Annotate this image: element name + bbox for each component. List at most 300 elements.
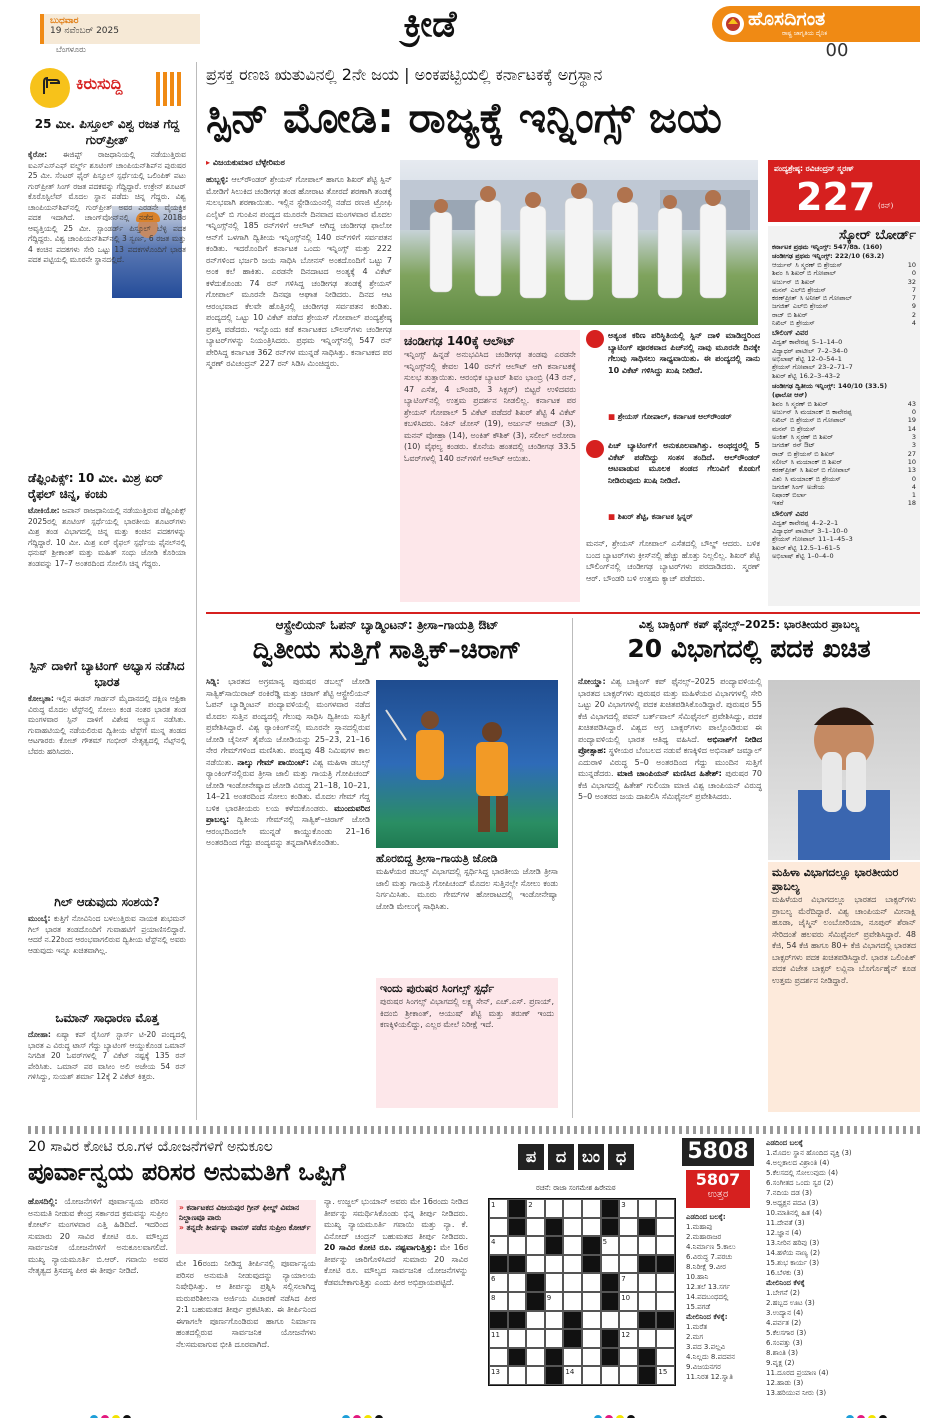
brief-1-title: 25 ಮೀ. ಪಿಸ್ತೂಲ್ ವಿಶ್ವ ರಜತ ಗೆದ್ದ ಗುರ್‌ಪ್ರೀತ್	[34, 117, 180, 147]
crossword-block	[489, 1255, 508, 1274]
crossword-cell[interactable]	[619, 1236, 638, 1255]
player-name: ಕರಣ್‌ಪ್ರೀತ್	[772, 294, 797, 303]
batting-row	[772, 483, 916, 491]
dismissal: ಸಿ ಅನೀಶ್ ಬಿ ಗೋಪಾಲ್	[799, 294, 852, 303]
batting-row	[772, 355, 916, 363]
batting-row	[772, 450, 916, 458]
crossword-cell[interactable]	[656, 1273, 675, 1292]
brief-4-body	[28, 914, 186, 1002]
hand-icon	[30, 68, 70, 108]
crossword-prev	[686, 1170, 750, 1208]
crossword-cell[interactable]	[545, 1311, 564, 1330]
boxing-body	[578, 676, 762, 1116]
crossword-cell[interactable]	[526, 1311, 545, 1330]
crossword-title-char: ಪ	[518, 1144, 544, 1170]
brief-1-dateline: ಕೈರೋ:	[28, 150, 48, 159]
crossword-cell[interactable]	[582, 1218, 601, 1237]
scorecard-title: ಸ್ಕೋರ್ ಬೋರ್ಡ್	[839, 228, 916, 243]
runs: 32	[907, 277, 916, 286]
dismissal: 3–1–10–0	[817, 527, 848, 536]
crossword-entry: 8.ಶಾಂತಿ (3)	[766, 1349, 798, 1357]
crossword-cell[interactable]	[526, 1329, 545, 1348]
crossword-cell[interactable]	[489, 1218, 508, 1237]
badminton-dateline: ಸಿಡ್ನಿ:	[206, 677, 220, 686]
dismissal: ಎಲ್‌ಬಿ ಶ್ರೇಯಸ್	[790, 285, 826, 294]
crossword-entry: 9.ವಿಜಯನಗರ	[686, 1363, 721, 1371]
brief-5-text: ಏಷ್ಯಾ ಕಪ್ ರೈಸಿಂಗ್ ಸ್ಟಾರ್ಸ್ ಟಿ-20 ಪಂದ್ಯದಲ್ಲಿ ಭಾರತ ಎ ವಿರುದ್ಧ ಟಾಸ್ ಗೆದ್ದು ಬ್ಯಾಟಿಂಗ್ ಆಯ್ದುಕೊಂಡ ಒಮಾನ್ ನಿಗದಿತ 20 ಓವರ್‌ಗಳಲ್ಲಿ 7 ವಿಕೆಟ್ ನಷ್ಟಕ್ಕೆ 135 ರನ್ ಪೇರಿಸಿತು. ಒಮಾನ್ ಪರ ವಾಸೀಂ ಅಲಿ ಅಜೇಯ 54 ರನ್ ಗಳಿಸಿದ್ದು, ಸುಯಶ್ ಶರ್ಮಾ 12ಕ್ಕೆ 2 ವಿಕೆಟ್ ಕಿತ್ತರು.	[28, 1030, 186, 1081]
crossword-cell[interactable]: 6	[489, 1273, 508, 1292]
crossword-cell[interactable]	[508, 1236, 527, 1255]
brand-banner	[712, 6, 920, 42]
batting-row	[772, 552, 916, 560]
player-name: ಅಂಕಿತ್	[772, 433, 788, 442]
crossword-cell[interactable]	[508, 1273, 527, 1292]
lead-body	[206, 174, 392, 604]
crossword-cell[interactable]	[638, 1273, 657, 1292]
badminton-singles-box	[376, 978, 558, 1108]
masthead-day: ಬುಧವಾರ	[50, 16, 79, 26]
dismissal: ಸಿ ಮಯಾಂಕ್ ಬಿ ಶ್ರೇಯಸ್	[784, 474, 841, 483]
crossword-block	[526, 1273, 545, 1292]
boxing-body-2: ಸ್ಥಳೀಯರ ಬೆಂಬಲದ ನಡುವೆ ಕಣಕ್ಕಿಳಿದ ಅಭಿನಾಶ್ ಜಮ್ವಾಲ್ ಎದುರಾಳಿ ವಿರುದ್ಧ 5–0 ಅಂತರದಿಂದ ಗೆದ್ದು ಮುಂದಿನ ಸುತ್ತಿಗೆ ಮುನ್ನಡೆದರು.	[578, 746, 762, 778]
dismissal: 23–2–71–7	[818, 363, 853, 372]
crossword-entry: 3.ಪದ 3.ಪಲ್ಲವಿ	[686, 1343, 725, 1351]
player-name: ಶಿಖರ್ ಶೆಟ್ಟಿ	[772, 371, 797, 380]
boxing-box-title: ಮಹಿಳಾ ವಿಭಾಗದಲ್ಲೂ ಭಾರತೀಯರ ಪ್ರಾಬಲ್ಯ	[772, 866, 899, 893]
batting-row	[772, 286, 916, 294]
crossword-cell[interactable]: 1	[489, 1199, 508, 1218]
crossword-block	[638, 1311, 657, 1330]
section-divider	[206, 612, 920, 614]
crossword-cell[interactable]	[508, 1292, 527, 1311]
environment-body-3	[324, 1196, 468, 1402]
badminton-body-3: ದ್ವಿತೀಯ ಗೇಮ್‌ನಲ್ಲಿ ಸಾತ್ವಿಕ್–ಚಿರಾಗ್ ಜೋಡಿ ಆರಂಭದಿಂದಲೇ ಮುನ್ನಡೆ ಕಾಯ್ದುಕೊಂಡು 21–16 ಅಂತರದಿಂದ ಗೆದ್ದು ಪಂದ್ಯವನ್ನು ತನ್ನದಾಗಿಸಿಕೊಂಡಿತು.	[206, 815, 370, 847]
crossword-answers	[686, 1212, 756, 1402]
crossword-cell[interactable]	[582, 1329, 601, 1348]
badminton-kicker: ಆಸ್ಟ್ರೇಲಿಯನ್ ಓಪನ್ ಬ್ಯಾಡ್ಮಿಂಟನ್: ತ್ರೀಸಾ–ಗಾಯತ್ರಿ ಔಟ್	[275, 618, 499, 632]
batting-row	[772, 441, 916, 449]
crossword-entry: 8.ನಿರೀಕ್ಷೆ 9.ವೀರ	[686, 1263, 726, 1271]
crossword-entry: 14.ಹಳೆಯ ನಾಣ್ಯ (2)	[766, 1249, 820, 1257]
environment-body-1-text: ಯೋಜನೆಗಳಿಗೆ ಪೂರ್ವಾನ್ವಯ ಪರಿಸರ ಅನುಮತಿ ನೀಡುವ ಕೇಂದ್ರ ಸರ್ಕಾರದ ಕ್ರಮವನ್ನು ಸುಪ್ರೀಂ ಕೋರ್ಟ್ ಮಂಗಳವಾರ ಎತ್ತಿ ಹಿಡಿದಿದೆ. ಇದರಿಂದ ಸುಮಾರು 20 ಸಾವಿರ ಕೋಟಿ ರೂ. ಮೌಲ್ಯದ ಸಾರ್ವಜನಿಕ ಯೋಜನೆಗಳಿಗೆ ಅನುಕೂಲವಾಗಲಿದೆ. ಮುಖ್ಯ ನ್ಯಾಯಮೂರ್ತಿ ಬಿ.ಆರ್. ಗವಾಯಿ ಅವರ ನೇತೃತ್ವದ ತ್ರಿಸದಸ್ಯ ಪೀಠ ಈ ತೀರ್ಪು ನೀಡಿದೆ.	[28, 1197, 168, 1275]
section-title: ಕ್ರೀಡೆ	[403, 4, 457, 45]
crossword-cell[interactable]: 4	[489, 1236, 508, 1255]
brief-4	[28, 894, 186, 1004]
crossword-cell[interactable]	[489, 1348, 508, 1367]
crossword-cell[interactable]	[656, 1329, 675, 1348]
crossword-block	[545, 1236, 564, 1255]
brief-2-text: ಜಪಾನ್ ರಾಜಧಾನಿಯಲ್ಲಿ ನಡೆಯುತ್ತಿರುವ ಡೆಫ್ಲಿಂಪಿಕ್ಸ್ 2025ರಲ್ಲಿ ಶೂಟಿಂಗ್ ಸ್ಪರ್ಧೆಯಲ್ಲಿ ಭಾರತೀಯ ಶೂಟರ್‌ಗಳು ಮಿಶ್ರ ತಂಡ ವಿಭಾಗದಲ್ಲಿ ಚಿನ್ನ ಮತ್ತು ಕಂಚಿನ ಪದಕಗಳನ್ನು ಗೆದ್ದಿದ್ದಾರೆ. 10 ಮೀ. ಮಿಶ್ರ ಏರ್ ರೈಫಲ್ ಸ್ಪರ್ಧೆಯ ಫೈನಲ್‌ನಲ್ಲಿ ಧನುಷ್ ಶ್ರೀಕಾಂತ್ ಮತ್ತು ಮಹಿತ್ ಸಂಧು ಜೋಡಿ ಕೊರಿಯಾ ತಂಡವನ್ನು 17–7 ಅಂತರದಿಂದ ಸೋಲಿಸಿ ಚಿನ್ನ ಗೆದ್ದರು.	[28, 506, 186, 568]
quote-1	[586, 330, 760, 436]
player-name: ಅರ್ಜುನ್	[772, 408, 792, 417]
quote-1-attribution	[608, 412, 760, 434]
crossword-cell[interactable]	[638, 1329, 657, 1348]
quote-1-text: ಅತ್ಯಂತ ಕಠಿಣ ಪರಿಸ್ಥಿತಿಯಲ್ಲಿ ಸ್ಪಿನ್ ದಾಳಿ ಮಾಡಿದ್ದರಿಂದ ಬ್ಯಾಟಿಂಗ್ ಪೂರಕವಾದ ಪಿಚ್‌ನಲ್ಲಿ ನಾವು ಮೂರನೇ ದಿನಕ್ಕೇ ಗೆಲುವು ಸಾಧಿಸಲು ಸಾಧ್ಯವಾಯಿತು. ಈ ಪಂದ್ಯದಲ್ಲಿ ನಾನು 10 ವಿಕೆಟ್ ಗಳಿಸಿದ್ದು ಖುಷಿ ನೀಡಿದೆ.	[608, 331, 760, 375]
mom-box	[768, 160, 920, 222]
quote-marker-icon: ■	[608, 412, 616, 421]
dismissal: 1–0–4–0	[807, 551, 834, 560]
crossword-cell[interactable]: 13	[489, 1366, 508, 1385]
batting-list-2	[772, 400, 916, 508]
crossword-entry: 10.ಹಾನಿ	[686, 1273, 709, 1281]
scorecard-summary-3b: (ಫಾಲೋ ಆನ್)	[772, 390, 808, 399]
crossword-cell[interactable]: 3	[619, 1199, 638, 1218]
runs: 1	[911, 491, 916, 500]
crossword-byline: ರಚನೆ: ರಾಜಾ ಸಂಗಮೇಶ ಹಿರೇಮಠ	[536, 1184, 616, 1192]
dismissal: 11–1–45–3	[818, 535, 853, 544]
player-name: ಅರ್ಜುನ್	[772, 277, 792, 286]
runs: 0	[911, 269, 916, 278]
runs: 10	[907, 261, 916, 269]
crossword-cell[interactable]	[638, 1292, 657, 1311]
crossword-cell[interactable]: 10	[619, 1292, 638, 1311]
badminton-box-title: ಇಂದು ಪುರುಷರ ಸಿಂಗಲ್ಸ್ ಸ್ಪರ್ಧೆ	[380, 982, 495, 995]
crossword-entry: 15.ಪಗಡೆ	[686, 1303, 711, 1311]
dismissal: 4–2–2–1	[811, 518, 839, 527]
runs: 43	[907, 399, 916, 408]
chevron-stripes-icon	[156, 72, 184, 106]
crossword-cell[interactable]	[545, 1255, 564, 1274]
brief-5	[28, 1010, 186, 1118]
crossword-block	[656, 1311, 675, 1330]
crossword-block	[601, 1273, 620, 1292]
batting-row	[772, 278, 916, 286]
environment-body-4: ಮೇ 16ರ ತೀರ್ಪನ್ನು ಜಾರಿಗೊಳಿಸಿದರೆ ಸುಮಾರು 20 ಸಾವಿರ ಕೋಟಿ ರೂ. ಮೌಲ್ಯದ ಸಾರ್ವಜನಿಕ ಯೋಜನೆಗಳನ್ನು ಕೆಡವಬೇಕಾಗುತ್ತಿತ್ತು ಎಂದು ಪೀಠ ಅಭಿಪ್ರಾಯಪಟ್ಟಿದೆ.	[324, 1243, 468, 1287]
crossword-cell[interactable]: 12	[619, 1329, 638, 1348]
kirusuddi-label: ಕಿರುಸುದ್ದಿ	[76, 74, 123, 93]
lead-byline	[206, 158, 396, 170]
crossword-cell[interactable]	[508, 1329, 527, 1348]
runs: 0	[911, 474, 916, 483]
mom-runs: 227	[796, 175, 876, 219]
player-name: ಕರಣ್‌ಪ್ರೀತ್	[772, 466, 797, 475]
crossword-cell[interactable]: 14	[563, 1366, 582, 1385]
crossword-block	[545, 1366, 564, 1385]
crossword-block	[582, 1255, 601, 1274]
batting-row	[772, 535, 916, 543]
badminton-story	[206, 618, 568, 1118]
badminton-body-2: ವಿಶ್ವ ಮಹಿಳಾ ಡಬಲ್ಸ್ ರ್‍ಯಾಂಕಿಂಗ್‌ನಲ್ಲಿರುವ ತ್ರೀಸಾ ಜಾಲಿ ಮತ್ತು ಗಾಯತ್ರಿ ಗೋಪಿಚಂದ್ ಜೋಡಿ ಇಂಡೋನೇಷ್ಯಾದ ಜೋಡಿ ವಿರುದ್ಧ 21–18, 10–21, 14–21 ಅಂತರದಿಂದ ಸೋಲು ಕಂಡಿತು. ಮೊದಲ ಗೇಮ್ ಗೆದ್ದ ಬಳಿಕ ಭಾರತೀಯರು ಲಯ ಕಳೆದುಕೊಂಡರು.	[206, 757, 370, 813]
dismissal: ಅಜೇಯ	[806, 482, 825, 491]
crossword-entry: 12.ಜ್ಞಾನ (4)	[766, 1229, 802, 1237]
environment-body-2: ಮೇ 16ರಂದು ನೀಡಿದ್ದ ತೀರ್ಪಿನಲ್ಲಿ ಪೂರ್ವಾನ್ವಯ ಪರಿಸರ ಅನುಮತಿ ನೀಡುವುದನ್ನು ನ್ಯಾಯಾಲಯ ನಿಷೇಧಿಸಿತ್ತು. ಆ ತೀರ್ಪನ್ನು ಪ್ರಶ್ನಿಸಿ ಸಲ್ಲಿಸಲಾಗಿದ್ದ ಮರುಪರಿಶೀಲನಾ ಅರ್ಜಿಯ ವಿಚಾರಣೆ ನಡೆಸಿದ ಪೀಠ 2:1 ಬಹುಮತದ ತೀರ್ಪು ಪ್ರಕಟಿಸಿತು. ಈ ತೀರ್ಪಿನಿಂದ ಈಗಾಗಲೇ ಪೂರ್ಣಗೊಂಡಿರುವ ಹಾಗೂ ನಿರ್ಮಾಣ ಹಂತದಲ್ಲಿರುವ ಸಾರ್ವಜನಿಕ ಯೋಜನೆಗಳು ನೆಲಸಮವಾಗುವ ಭೀತಿ ದೂರವಾಗಿದೆ.	[176, 1259, 316, 1349]
runs: 3	[911, 441, 916, 450]
crossword-block	[638, 1255, 657, 1274]
player-name: ಜಗಜಿತ್ ಸಿಂಗ್	[772, 482, 804, 491]
batting-row	[772, 527, 916, 535]
batting-row	[772, 544, 916, 552]
batting-row	[772, 372, 916, 380]
page-number: 00	[825, 40, 849, 58]
crossword-title-char: ಧ	[608, 1144, 634, 1170]
kirusuddi-banner	[28, 66, 186, 112]
dismissal: ಸಿ ಸ್ಮರಣ್ ಬಿ ಶ್ರೇಯಸ್	[795, 261, 843, 269]
batting-row	[772, 269, 916, 277]
runs: 13	[907, 466, 916, 475]
quote-2-attribution	[608, 512, 760, 530]
brief-5-title: ಒಮಾನ್ ಸಾಧಾರಣ ಮೊತ್ತ	[55, 1011, 159, 1025]
player-name: ಶ್ರೇಯಸ್ ಗೋಪಾಲ್	[772, 535, 816, 544]
crossword-cell[interactable]: 2	[526, 1199, 545, 1218]
crossword-cell[interactable]	[563, 1292, 582, 1311]
brief-1-text: ಈಜಿಪ್ಟ್ ರಾಜಧಾನಿಯಲ್ಲಿ ನಡೆಯುತ್ತಿರುವ ಐಎಸ್‌ಎಸ್‌ಎಫ್ ವರ್ಲ್ಡ್ ಶೂಟಿಂಗ್ ಚಾಂಪಿಯನ್‌ಶಿಪ್‌ನ ಪುರುಷರ 25 ಮೀ. ಸೆಂಟರ್ ಫೈರ್ ಪಿಸ್ತೂಲ್ ಸ್ಪರ್ಧೆಯಲ್ಲಿ ಒಲಿಂಪಿಕ್ ಪಟು ಗುರ್‌ಪ್ರೀತ್ ಸಿಂಗ್ ರಜತ ಪದಕವನ್ನು ಗೆದ್ದಿದ್ದಾರೆ. ಉಕ್ರೇನ್ ಶೂಟರ್ ಕೊರೊಸ್ಟಿಲೆವ್ ಮೊದಲ ಸ್ಥಾನ ಪಡೆದು ಚಿನ್ನ ಗೆದ್ದರು. ವಿಶ್ವ ಚಾಂಪಿಯನ್‌ಶಿಪ್‌ನಲ್ಲಿ ಗುರ್‌ಪ್ರೀತ್ ಅವರ ಎರಡನೇ ವೈಯಕ್ತಿಕ ಪದಕ ಇದಾಗಿದೆ. ಚಾಂಗ್‌ವೋನ್‌ನಲ್ಲಿ ನಡೆದ 2018ರ ಆವೃತ್ತಿಯಲ್ಲಿ 25 ಮೀ. ಸ್ಟಾಂಡರ್ಡ್ ಪಿಸ್ತೂಲ್ ಬೆಳ್ಳಿ ಪದಕ ಗೆದ್ದಿದ್ದರು. ವಿಶ್ವ ಚಾಂಪಿಯನ್‌ಶಿಪ್‌ನಲ್ಲಿ 3 ಸ್ವರ್ಣ, 6 ರಜತ ಮತ್ತು 4 ಕಂಚಿನ ಪದಕಗಳು ಸೇರಿ ಒಟ್ಟು 13 ಪದಕಗಳೊಂದಿಗೆ ಭಾರತ ಪದಕ ಪಟ್ಟಿಯಲ್ಲಿ ಮೂರನೇ ಸ್ಥಾನದಲ್ಲಿದೆ.	[28, 150, 186, 264]
crossword-clues	[766, 1138, 920, 1406]
brief-4-text: ಕುತ್ತಿಗೆ ನೋವಿನಿಂದ ಬಳಲುತ್ತಿರುವ ನಾಯಕ ಶುಭಮನ್ ಗಿಲ್ ಭಾರತ ತಂಡದೊಂದಿಗೆ ಗುವಾಹಟಿಗೆ ಪ್ರಯಾಣಿಸಲಿದ್ದಾರೆ. ಆದರೆ ನ.22ರಿಂದ ಆರಂಭವಾಗಲಿರುವ ದ್ವಿತೀಯ ಟೆಸ್ಟ್‌ನಲ್ಲಿ ಅವರು ಆಡುವುದು ಇನ್ನೂ ಖಚಿತವಾಗಿಲ್ಲ.	[28, 914, 186, 955]
crossword-block	[508, 1199, 527, 1218]
player-name: ಶಿವಂ	[772, 399, 783, 408]
crossword-cell[interactable]	[619, 1311, 638, 1330]
crossword-cell[interactable]	[656, 1218, 675, 1237]
crossword-block	[638, 1218, 657, 1237]
batting-row	[772, 433, 916, 441]
badminton-body-1: ಭಾರತದ ಅಗ್ರಮಾನ್ಯ ಪುರುಷರ ಡಬಲ್ಸ್ ಜೋಡಿ ಸಾತ್ವಿಕ್‌ಸಾಯಿರಾಜ್ ರಂಕಿರೆಡ್ಡಿ ಮತ್ತು ಚಿರಾಗ್ ಶೆಟ್ಟಿ ಆಸ್ಟ್ರೇಲಿಯನ್ ಓಪನ್ ಬ್ಯಾಡ್ಮಿಂಟನ್ ಪಂದ್ಯಾವಳಿಯಲ್ಲಿ ಮಂಗಳವಾರ ನಡೆದ ಮೊದಲ ಸುತ್ತಿನ ಪಂದ್ಯದಲ್ಲಿ ಗೆಲುವು ಸಾಧಿಸಿ ದ್ವಿತೀಯ ಸುತ್ತಿಗೆ ಪ್ರವೇಶಿಸಿದ್ದಾರೆ. ವಿಶ್ವ ರ್‍ಯಾಂಕಿಂಗ್‌ನಲ್ಲಿ ಮೂರನೇ ಸ್ಥಾನದಲ್ಲಿರುವ ಜೋಡಿ ಚೈನೀಸ್ ತೈಪೆಯ ಜೋಡಿಯನ್ನು 25–23, 21–16 ನೇರ ಗೇಮ್‌ಗಳಿಂದ ಮಣಿಸಿತು. ಪಂದ್ಯವು 48 ನಿಮಿಷಗಳ ಕಾಲ ನಡೆಯಿತು.	[206, 677, 370, 767]
environment-body-3-text: ನ್ಯಾ. ಉಜ್ಜಲ್ ಭುಯಾನ್ ಅವರು ಮೇ 16ರಂದು ನೀಡಿದ ತೀರ್ಪನ್ನು ಸಮರ್ಥಿಸಿಕೊಂಡು ಭಿನ್ನ ತೀರ್ಪು ನೀಡಿದರು. ಮುಖ್ಯ ನ್ಯಾಯಮೂರ್ತಿ ಗವಾಯಿ ಮತ್ತು ನ್ಯಾ. ಕೆ. ವಿನೋದ್ ಚಂದ್ರನ್ ಬಹುಮತದ ತೀರ್ಪು ನೀಡಿದರು.	[324, 1197, 468, 1241]
lead-lower-body: ಮನನ್, ಶ್ರೇಯಸ್ ಗೋಪಾಲ್ ಎಸೆತದಲ್ಲಿ ಬೌಲ್ಡ್ ಆದರು. ಬಳಿಕ ಬಂದ ಬ್ಯಾಟರ್‌ಗಳು ಕ್ರೀಸ್‌ನಲ್ಲಿ ಹೆಚ್ಚು ಹೊತ್ತು ನಿಲ್ಲಲಿಲ್ಲ. ಶಿಖರ್ ಶೆಟ್ಟಿ ಬೌಲಿಂಗ್‌ನಲ್ಲಿ ಚಂಡೀಗಢ ಬ್ಯಾಟರ್‌ಗಳು ಪರದಾಡಿದರು. ಸ್ಮರಣ್ ಆರ್. ಬೌಂಡರಿ ಬಳಿ ಉತ್ತಮ ಕ್ಯಾಚ್ ಪಡೆದರು.	[586, 539, 760, 583]
column-rule	[572, 618, 573, 1118]
player-name: ಶಿವಂ	[772, 269, 783, 278]
crossword-prev-label: ಉತ್ತರ	[707, 1189, 729, 1200]
crossword-block	[601, 1199, 620, 1218]
crossword-block	[563, 1311, 582, 1330]
bowling-title-2: ಬೌಲಿಂಗ್ ವಿವರ	[772, 509, 809, 518]
crossword-entry: 4.ಅಲ್ಪಕಾಲದ ವಿಶ್ರಾಂತಿ (4)	[766, 1159, 830, 1167]
crossword-cell[interactable]	[545, 1329, 564, 1348]
lead-body-text: ಆಲ್‌ರೌಂಡರ್ ಶ್ರೇಯಸ್ ಗೋಪಾಲ್ ಹಾಗೂ ಶಿಖರ್ ಶೆಟ್ಟಿ ಸ್ಪಿನ್ ಮೋಡಿಗೆ ಸಿಲುಕಿದ ಚಂಡೀಗಢ ತಂಡ ಹೋರಾಟ ತೋರದೆ ಶರಣಾಗಿ ತಂಡಕ್ಕೆ ಸುಲಭವಾಗಿ ಶರಣಾಯಿತು. ಇಲ್ಲಿನ ಸ್ಟೇಡಿಯಂನಲ್ಲಿ ನಡೆದ ರಣಜಿ ಟ್ರೋಫಿ ಎಲೈಟ್ ಬಿ ಗುಂಪಿನ ಪಂದ್ಯದ ಮೂರನೇ ದಿನವಾದ ಮಂಗಳವಾರ ಮೊದಲ ಇನ್ನಿಂಗ್ಸ್‌ನಲ್ಲಿ 185 ರನ್‌ಗಳಿಗೆ ಆಲೌಟ್ ಆಗಿದ್ದ ಚಂಡೀಗಢ ಫಾಲೋ ಆನ್‌ಗೆ ಒಳಗಾಗಿ ದ್ವಿತೀಯ ಇನ್ನಿಂಗ್ಸ್‌ನಲ್ಲಿ 140 ರನ್‌ಗಳಿಗೆ ಸರ್ವಪತನ ಕಂಡಿತು. ಇದರೊಂದಿಗೆ ಕರ್ನಾಟಕ ಒಂದು ಇನ್ನಿಂಗ್ಸ್ ಮತ್ತು 222 ರನ್‌ಗಳಿಂದ ಭರ್ಜರಿ ಜಯ ಸಾಧಿಸಿ ಬೋನಸ್ ಅಂಕದೊಂದಿಗೆ ಒಟ್ಟು 7 ಅಂಕ ಕಲೆ ಹಾಕಿತು. ಎರಡನೇ ದಿನದಾಟದ ಅಂತ್ಯಕ್ಕೆ 4 ವಿಕೆಟ್ ಕಳೆದುಕೊಂಡು 74 ರನ್ ಗಳಿಸಿದ್ದ ಚಂಡೀಗಢ ತಂಡಕ್ಕೆ ಶ್ರೇಯಸ್ ಗೋಪಾಲ್ ಮೂರನೇ ದಿನವೂ ಆಘಾತ ನೀಡಿದರು. ದಿನದ ಆಟ ಆರಂಭವಾದ ಕೆಲವೇ ಹೊತ್ತಿನಲ್ಲಿ ಚಂಡೀಗಢ ಸರ್ವಪತನ ಕಂಡಿತು. ಪಂದ್ಯದಲ್ಲಿ ಒಟ್ಟು 10 ವಿಕೆಟ್ ಪಡೆದ ಶ್ರೇಯಸ್ ಗೋಪಾಲ್ ಪಂದ್ಯಶ್ರೇಷ್ಠ ಪ್ರಶಸ್ತಿ ಪಡೆದರು. ಇನ್ನೊಂದು ಕಡೆ ಕರ್ನಾಟಕದ ಬೌಲರ್‌ಗಳು ಚಂಡೀಗಢ ಬ್ಯಾಟರ್‌ಗಳನ್ನು ನಿಯಂತ್ರಿಸಿದರು. ಪ್ರಥಮ ಇನ್ನಿಂಗ್ಸ್‌ನಲ್ಲಿ 547 ರನ್ ಪೇರಿಸಿದ್ದ ಕರ್ನಾಟಕ 362 ರನ್‌ಗಳ ಮುನ್ನಡೆ ಸಾಧಿಸಿತ್ತು. ಕರ್ನಾಟಕದ ಪರ ಸ್ಮರಣ್ ರವಿಚಂದ್ರನ್ 227 ರನ್ ಸಿಡಿಸಿ ಮಿಂಚಿದ್ದರು.	[206, 175, 392, 368]
batting-row	[772, 363, 916, 371]
dismissal: ಬಿ ಶ್ರೇಯಸ್ ಬಿ ಗೋಪಾಲ್	[789, 416, 846, 425]
kirusuddi-column	[28, 62, 188, 1122]
crossword-cell[interactable]	[563, 1348, 582, 1367]
crossword-grid[interactable]	[488, 1198, 676, 1386]
player-name: ಇತರೆ	[772, 499, 784, 508]
batting-row	[772, 458, 916, 466]
crossword-cell[interactable]	[582, 1199, 601, 1218]
crossword-cell[interactable]	[563, 1218, 582, 1237]
runs: 19	[907, 416, 916, 425]
crossword-entry: 10.ಮಾತಿನಲ್ಲಿ ಹಿತ (4)	[766, 1209, 823, 1217]
boxing-sub-2: ಮಾಜಿ ಚಾಂಪಿಯನ್ ಮಣಿಸಿದ ಹಿತೇಶ್:	[617, 769, 722, 778]
crossword-cell[interactable]	[526, 1348, 545, 1367]
crossword-block	[508, 1311, 527, 1330]
crossword-block	[489, 1311, 508, 1330]
crossword-entry: 4.ಪರ್ವತ (2)	[766, 1319, 802, 1327]
crossword-cell[interactable]	[656, 1292, 675, 1311]
answers-across	[686, 1222, 756, 1312]
player-name: ವಿದ್ಯಾಧರ್ ಪಾಟೀಲ್	[772, 346, 815, 355]
batting-row	[772, 475, 916, 483]
answers-down	[686, 1322, 756, 1382]
crossword	[486, 1138, 920, 1406]
masthead	[0, 0, 945, 58]
runs: 7	[911, 294, 916, 303]
crossword-entry: 7.ನದಿಯ ದಡ (3)	[766, 1189, 812, 1197]
player-name: ವಿಶು	[772, 474, 782, 483]
crossword-cell[interactable]	[508, 1366, 527, 1385]
crossword-cell[interactable]	[582, 1292, 601, 1311]
crossword-entry: 11.ದೂರದ ಪ್ರಯಾಣ (4)	[766, 1369, 829, 1377]
boxing-body-1: ವಿಶ್ವ ಬಾಕ್ಸಿಂಗ್ ಕಪ್ ಫೈನಲ್ಸ್–2025 ಪಂದ್ಯಾವಳಿಯಲ್ಲಿ ಭಾರತದ ಬಾಕ್ಸರ್‌ಗಳು ಪುರುಷರ ಮತ್ತು ಮಹಿಳೆಯರ ವಿಭಾಗಗಳಲ್ಲಿ ಸೇರಿ ಒಟ್ಟು 20 ವಿಭಾಗಗಳಲ್ಲಿ ಪದಕ ಖಚಿತಪಡಿಸಿಕೊಂಡಿದ್ದಾರೆ. ಪುರುಷರ 55 ಕೆಜಿ ವಿಭಾಗದಲ್ಲಿ ಪವನ್ ಬರ್ತ್‌ವಾಲ್ ಸೆಮಿಫೈನಲ್ ಪ್ರವೇಶಿಸಿದ್ದು, ಪದಕ ಖಚಿತಪಡಿಸಿದ್ದಾರೆ. ವಿಶ್ವದ ಅಗ್ರ ಬಾಕ್ಸರ್‌ಗಳು ಪಾಲ್ಗೊಂಡಿರುವ ಈ ಪಂದ್ಯಾವಳಿಯಲ್ಲಿ ಭಾರತ ಆತಿಥ್ಯ ವಹಿಸಿದೆ.	[578, 677, 762, 744]
clues-down	[766, 1288, 920, 1398]
byline-marker-icon: ▸	[206, 158, 211, 167]
player-name: ಮನನ್	[772, 424, 788, 433]
dismissal: 7–2–34–0	[817, 346, 848, 355]
crossword-cell[interactable]	[563, 1199, 582, 1218]
quote-icon	[586, 440, 604, 458]
dismissal: ಸಿ ಸ್ಮರಣ್ ಬಿ ಶಿಖರ್	[785, 399, 828, 408]
brief-5-dateline: ದೋಹಾ:	[28, 1030, 51, 1039]
crossword-cell[interactable]	[619, 1255, 638, 1274]
lead-byline-name: ವಿಜಯಕುಮಾರ ಬೆಳ್ಳೇರಿಮಠ	[212, 158, 285, 167]
crossword-entry: 3.ಉದ್ಯಾನ (4)	[766, 1309, 804, 1317]
dismissal: ಎಲ್‌ಬಿ ಶ್ರೇಯಸ್	[792, 302, 829, 311]
crossword-cell[interactable]	[545, 1199, 564, 1218]
dismissal: ಸಿ ಶಿಖರ್ ಬಿ ಗೋಪಾಲ್	[799, 466, 851, 475]
crossword-cell[interactable]: 7	[619, 1273, 638, 1292]
brief-2	[28, 470, 186, 652]
player-name: ರಾಜ್	[772, 449, 785, 458]
badminton-body	[206, 676, 370, 1116]
quote-1-by: ಶ್ರೇಯಸ್ ಗೋಪಾಲ್, ಕರ್ನಾಟಕ ಆಲ್‌ರೌಂಡರ್	[617, 412, 732, 421]
brief-1	[28, 116, 186, 464]
crossword-cell[interactable]	[619, 1218, 638, 1237]
crossword-cell[interactable]	[638, 1199, 657, 1218]
player-name: ನಿಖಿಲ್	[772, 416, 787, 425]
sidebar-title: ಚಂಡೀಗಢ 140ಕ್ಕೆ ಆಲೌಟ್	[404, 334, 515, 348]
crossword-number: 5808	[682, 1138, 754, 1166]
brief-3-title: ಸ್ಪಿನ್ ದಾಳಿಗೆ ಬ್ಯಾಟಿಂಗ್ ಅಭ್ಯಾಸ ನಡೆಸಿದ ಭಾರತ	[29, 659, 185, 689]
crossword-cell[interactable]: 8	[489, 1292, 508, 1311]
crossword-block	[638, 1366, 657, 1385]
bottom-stripes	[28, 1126, 920, 1134]
crossword-cell[interactable]	[526, 1218, 545, 1237]
quote-2	[586, 440, 760, 532]
lead-kicker: ಪ್ರಸಕ್ತ ರಣಜಿ ಋತುವಿನಲ್ಲಿ 2ನೇ ಜಯ | ಅಂಕಪಟ್ಟಿಯಲ್ಲಿ ಕರ್ನಾಟಕಕ್ಕೆ ಅಗ್ರಸ್ಥಾನ	[206, 65, 603, 84]
crossword-cell[interactable]	[656, 1199, 675, 1218]
crossword-entry: 4.ನಿಲ್ಲದು 8.ಪದವನ	[686, 1353, 735, 1361]
crossword-block	[508, 1255, 527, 1274]
crossword-cell[interactable]: 5	[601, 1236, 620, 1255]
environment-dateline: ಹೊಸದಿಲ್ಲಿ:	[28, 1197, 58, 1206]
batting-row	[772, 425, 916, 433]
crossword-block	[601, 1329, 620, 1348]
crossword-cell[interactable]	[582, 1311, 601, 1330]
crossword-cell[interactable]	[526, 1255, 545, 1274]
runs: 4	[911, 319, 916, 328]
badminton-caption-box	[376, 852, 558, 972]
brand-tagline: ರಾಷ್ಟ್ರ ಜಾಗೃತಿಯ ದೈನಿಕ	[782, 30, 828, 37]
print-registration-marks	[90, 1408, 890, 1418]
lead-headline: ಸ್ಪಿನ್ ಮೋಡಿ: ರಾಜ್ಯಕ್ಕೆ ಇನ್ನಿಂಗ್ಸ್ ಜಯ	[206, 93, 722, 142]
dismissal: ಸಿ ಮಯಾಂಕ್ ಬಿ ಕಾವೇರಪ್ಪ	[794, 408, 852, 417]
crossword-block	[508, 1218, 527, 1237]
dismissal: 12–0–54–1	[807, 354, 842, 363]
crossword-entry: 6.ವಿರುದ್ಧ 7.ಪರಚು	[686, 1253, 733, 1261]
runs: 0	[911, 408, 916, 417]
crossword-cell[interactable]	[656, 1348, 675, 1367]
dismissal: ಸಿ ಶಿಖರ್ ಬಿ ಗೋಪಾಲ್	[785, 269, 837, 278]
crossword-cell[interactable]	[582, 1348, 601, 1367]
dismissal: ರನ್ ಔಟ್	[792, 441, 815, 450]
environment-bullets	[176, 1200, 316, 1254]
brief-3-dateline: ಕೋಲ್ಕತಾ:	[28, 694, 54, 703]
crossword-cell[interactable]	[582, 1273, 601, 1292]
satwik-chirag-photo	[376, 680, 558, 848]
boxing-sub-1: ಅಭಿನಾಶ್‌ಗೆ ನೀಡಿದ ಪ್ರೋತ್ಸಾಹ:	[578, 734, 762, 755]
bullet-2	[179, 1223, 313, 1233]
crossword-cell[interactable]	[563, 1273, 582, 1292]
dismissal: 5–1–14–0	[811, 338, 843, 347]
crossword-entry: 2.ಮಗ	[686, 1333, 704, 1341]
badminton-sub-2: ಮುಂದುವರಿದ ಪ್ರಾಬಲ್ಯ:	[206, 803, 370, 824]
crossword-block	[563, 1329, 582, 1348]
crossword-cell[interactable]	[619, 1348, 638, 1367]
crossword-entry: 6.ಸಂಗೀತದ ಒಂದು ಸ್ವರ (2)	[766, 1179, 834, 1187]
crossword-cell[interactable]: 15	[656, 1366, 675, 1385]
badminton-caption-title: ಹೊರಬಿದ್ದ ತ್ರೀಸಾ–ಗಾಯತ್ರಿ ಜೋಡಿ	[376, 852, 498, 865]
crossword-cell[interactable]	[656, 1236, 675, 1255]
player-name: ಅಭಿಲಾಷ್ ಶೆಟ್ಟಿ	[772, 354, 805, 363]
runs: 27	[907, 449, 916, 458]
crossword-cell[interactable]: 11	[489, 1329, 508, 1348]
crossword-cell[interactable]	[638, 1236, 657, 1255]
crossword-cell[interactable]	[601, 1366, 620, 1385]
bullet-1	[179, 1203, 313, 1223]
player-name: ರಾಜ್	[772, 310, 785, 319]
player-name: ಜಗಜಿತ್	[772, 441, 790, 450]
crossword-cell[interactable]	[526, 1366, 545, 1385]
dismissal	[807, 491, 912, 499]
crossword-cell[interactable]	[619, 1366, 638, 1385]
crossword-cell[interactable]	[545, 1273, 564, 1292]
runs: 14	[907, 424, 916, 433]
column-rule	[196, 62, 197, 1120]
mom-label: ಪಂದ್ಯಶ್ರೇಷ್ಠ: ರವಿಚಂದ್ರನ್ ಸ್ಮರಣ್	[774, 164, 854, 173]
crossword-block	[601, 1218, 620, 1237]
batting-row	[772, 294, 916, 302]
crossword-block	[638, 1348, 657, 1367]
badminton-headline: ದ್ವಿತೀಯ ಸುತ್ತಿಗೆ ಸಾತ್ವಿಕ್–ಚಿರಾಗ್	[252, 635, 522, 664]
crossword-cell[interactable]	[526, 1236, 545, 1255]
player-name: ಜಗಜಿತ್	[772, 302, 790, 311]
sidebar-body: ಇನ್ನಿಂಗ್ಸ್ ಹಿನ್ನಡೆ ಅನುಭವಿಸಿದ ಚಂಡೀಗಢ ತಂಡವು ಎರಡನೇ ಇನ್ನಿಂಗ್ಸ್‌ನಲ್ಲಿ ಕೇವಲ 140 ರನ್‌ಗೆ ಆಲೌಟ್ ಆಗಿ ಕರ್ನಾಟಕಕ್ಕೆ ಸುಲಭ ತುತ್ತಾಯಿತು. ಆರಂಭಿಕ ಬ್ಯಾಟರ್ ಶಿವಂ ಭಾಂಬ್ರಿ (43 ರನ್, 47 ಎಸೆತ, 4 ಬೌಂಡರಿ, 3 ಸಿಕ್ಸರ್) ಬಿಟ್ಟರೆ ಉಳಿದವರು ಬ್ಯಾಟಿಂಗ್‌ನಲ್ಲಿ ಉತ್ತಮ ಪ್ರದರ್ಶನ ನೀಡಲಿಲ್ಲ. ಕರ್ನಾಟಕ ಪರ ಶ್ರೇಯಸ್ ಗೋಪಾಲ್ 5 ವಿಕೆಟ್ ಪಡೆದರೆ ಶಿಖರ್ ಶೆಟ್ಟಿ 4 ವಿಕೆಟ್ ಕಬಳಿಸಿದರು. ನಿಕಿನ್ ಜೋಸ್ (19), ಅರ್ಜುನ್ ಆಜಾದ್ (3), ಮನನ್ ವೋಹ್ರಾ (14), ಅಂಕಿತ್ ಕೌಶಿಕ್ (3), ಸಲೀಲ್ ಅರೋರಾ (10) ವೈಫಲ್ಯ ಕಂಡರು. ಕೊನೆಯ ಹಂತದಲ್ಲಿ ಚಂಡೀಗಢ 33.5 ಓವರ್‌ಗಳಲ್ಲಿ 140 ರನ್‌ಗಳಿಗೆ ಆಲೌಟ್ ಆಯಿತು.	[404, 350, 576, 463]
clues-across	[766, 1148, 920, 1278]
crossword-entry: 13.ಹರಿಯುವ ನೀರು (3)	[766, 1389, 827, 1397]
brief-4-title: ಗಿಲ್ ಆಡುವುದು ಸಂಶಯ?	[54, 895, 160, 909]
crossword-cell[interactable]	[601, 1255, 620, 1274]
crossword-cell[interactable]	[563, 1236, 582, 1255]
crossword-cell[interactable]: 9	[545, 1292, 564, 1311]
batting-row	[772, 338, 916, 346]
dismissal	[783, 499, 907, 507]
crossword-entry: 5.ಕೆಲಸಗಾರ (3)	[766, 1329, 807, 1337]
crossword-block	[526, 1292, 545, 1311]
crossword-block	[545, 1348, 564, 1367]
answers-down-title: ಮೇಲಿನಿಂದ ಕೆಳಕ್ಕೆ:	[686, 1313, 728, 1321]
crossword-entry: 14.ಪದಬಂಧದಲ್ಲಿ	[686, 1293, 729, 1301]
boxing-kicker: ವಿಶ್ವ ಬಾಕ್ಸಿಂಗ್ ಕಪ್ ಫೈನಲ್ಸ್–2025: ಭಾರತೀಯರ ಪ್ರಾಬಲ್ಯ	[638, 618, 860, 631]
crossword-cell[interactable]	[582, 1366, 601, 1385]
crossword-entry: 15.ಶುಭ ಕಾರ್ಯ (3)	[766, 1259, 820, 1267]
batting-row	[772, 499, 916, 507]
crossword-cell[interactable]	[563, 1255, 582, 1274]
boxing-body-3: ಪುರುಷರ 70 ಕೆಜಿ ವಿಭಾಗದಲ್ಲಿ ಹಿತೇಶ್ ಗುಲಿಯಾ ಮಾಜಿ ವಿಶ್ವ ಚಾಂಪಿಯನ್ ವಿರುದ್ಧ 5–0 ಅಂತರದ ಜಯ ದಾಖಲಿಸಿ ಸೆಮಿಫೈನಲ್ ಪ್ರವೇಶಿಸಿದರು.	[578, 769, 762, 801]
crossword-cell[interactable]	[601, 1311, 620, 1330]
runs: 9	[911, 302, 916, 311]
bullet-1-text: ಕರ್ನಾಟಕದ ವಿಜಯಪುರ ಗ್ರೀನ್ ಫೀಲ್ಡ್ ವಿಮಾನ ನಿಲ್ದಾಣವೂ ಪಾರು	[179, 1203, 300, 1222]
crossword-entry: 1.ಬೇಗನೆ (2)	[766, 1289, 800, 1297]
dismissal: ಬಿ ಶ್ರೇಯಸ್	[789, 319, 815, 328]
dismissal: 16.2–3–43–2	[799, 371, 841, 380]
